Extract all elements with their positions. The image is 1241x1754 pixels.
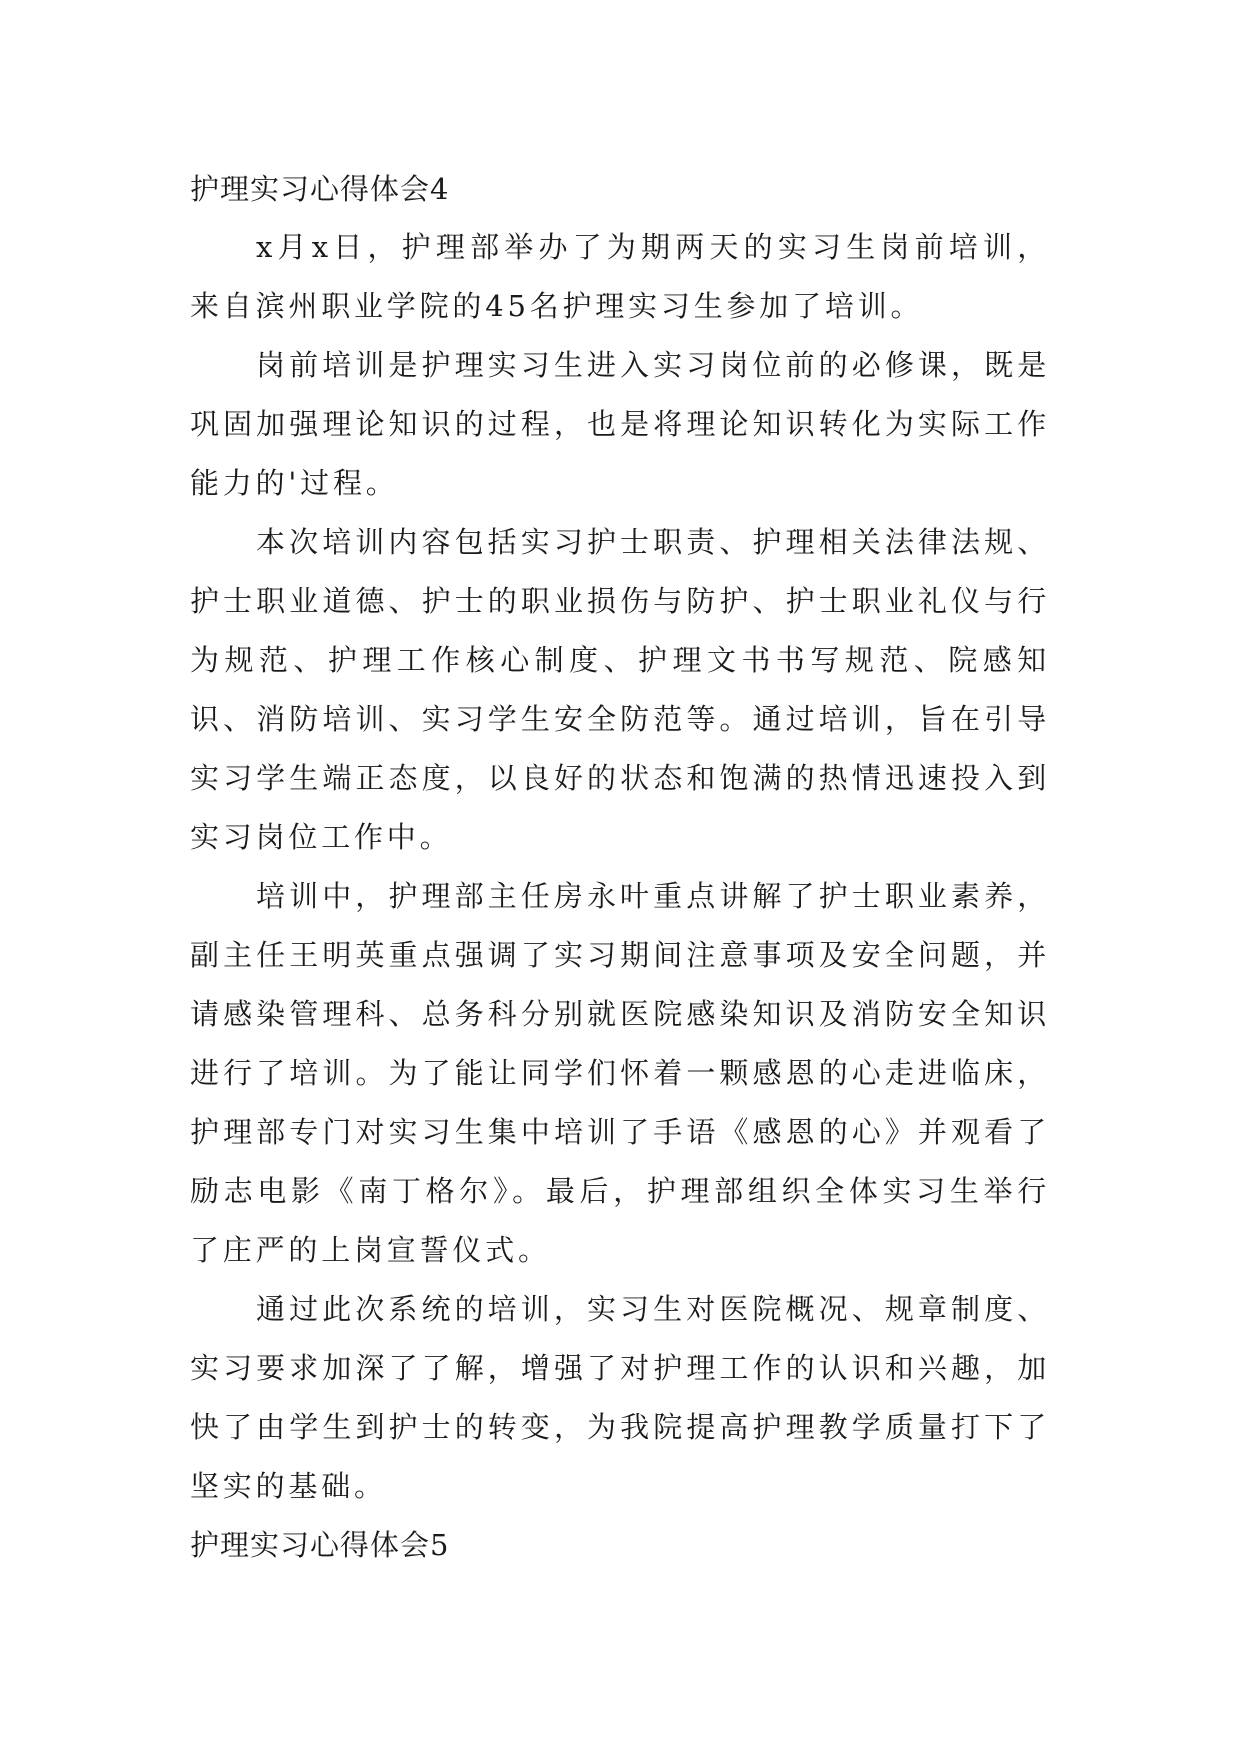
paragraph-1: x月x日，护理部举办了为期两天的实习生岗前培训，来自滨州职业学院的45名护理实习生参加了培训。 [190, 230, 1050, 323]
paragraph-4: 培训中，护理部主任房永叶重点讲解了护士职业素养，副主任王明英重点强调了实习期间注意事项及安全问题，并请感染管理科、总务科分别就医院感染知识及消防安全知识进行了培训。为了能让同学们怀着一颗感恩的心走进临床，护理部专门对实习生集中培训了手语《感恩的心》并观看了励志电影《南丁格尔》。最后，护理部组织全体实习生举行了庄严的上岗宣誓仪式。 [190, 879, 1050, 1267]
section-heading-5: 护理实习心得体会5 [190, 1528, 450, 1562]
document-body [190, 160, 1050, 1574]
section-heading-4: 护理实习心得体会4 [190, 172, 450, 206]
paragraph-3: 本次培训内容包括实习护士职责、护理相关法律法规、护士职业道德、护士的职业损伤与防护、护士职业礼仪与行为规范、护理工作核心制度、护理文书书写规范、院感知识、消防培训、实习学生安全防范等。通过培训，旨在引导实习学生端正态度，以良好的状态和饱满的热情迅速投入到实习岗位工作中。 [190, 525, 1050, 854]
paragraph-2: 岗前培训是护理实习生进入实习岗位前的必修课，既是巩固加强理论知识的过程，也是将理论知识转化为实际工作能力的'过程。 [190, 348, 1050, 500]
paragraph-5: 通过此次系统的培训，实习生对医院概况、规章制度、实习要求加深了了解，增强了对护理工作的认识和兴趣，加快了由学生到护士的转变，为我院提高护理教学质量打下了坚实的基础。 [190, 1292, 1050, 1503]
